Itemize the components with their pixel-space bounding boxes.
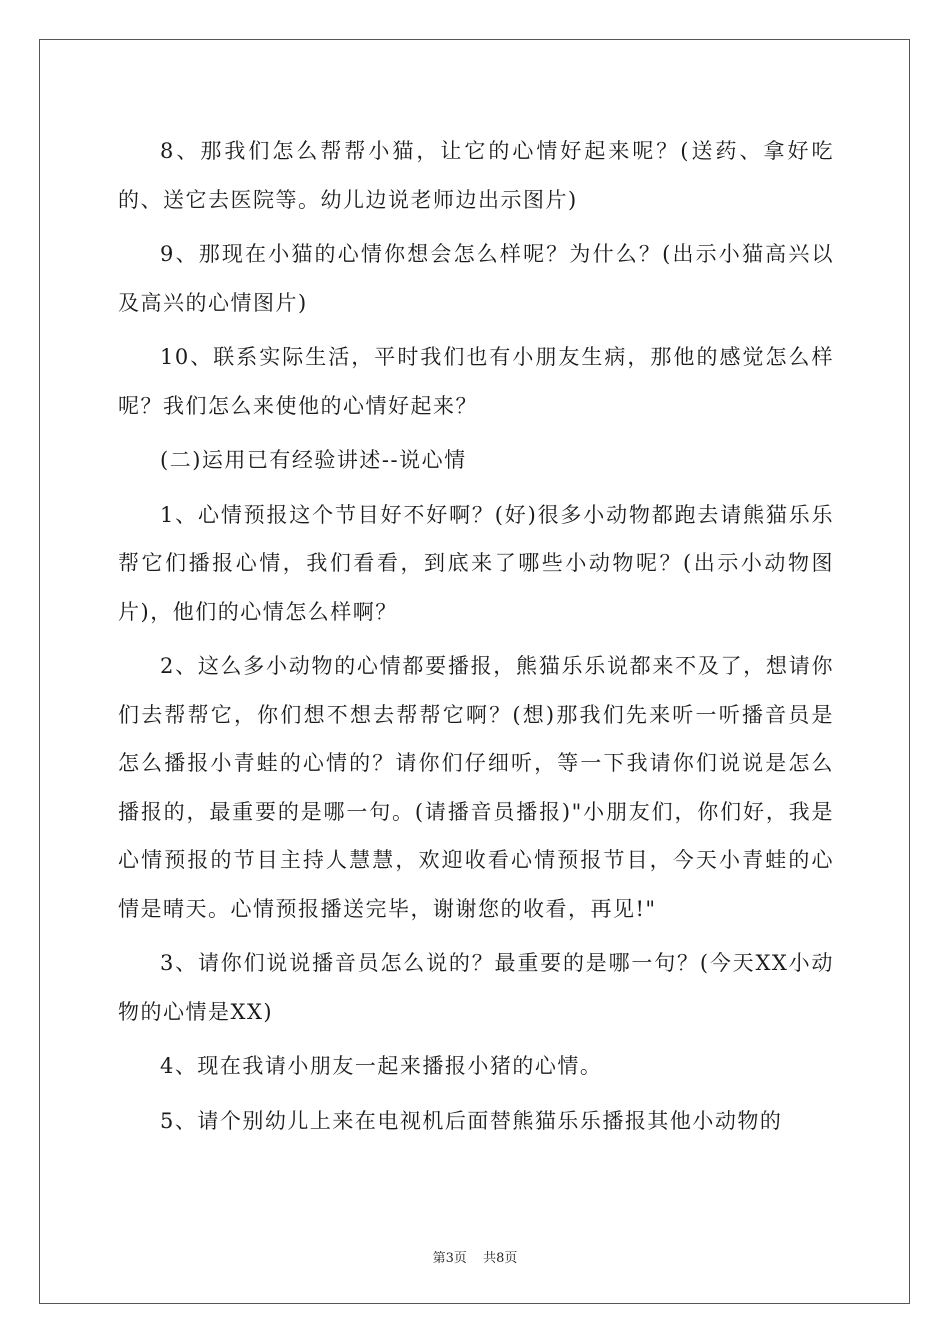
document-body <box>118 127 834 1151</box>
paragraph-10: 10、联系实际生活，平时我们也有小朋友生病，那他的感觉怎么样呢？我们怎么来使他的心情好起来？ <box>118 345 834 418</box>
paragraph-8: 8、那我们怎么帮帮小猫，让它的心情好起来呢？(送药、拿好吃的、送它去医院等。幼儿边说老师边出示图片) <box>118 139 834 212</box>
page-total: 共8页 <box>483 1251 518 1266</box>
page-footer <box>0 1247 950 1266</box>
paragraph-5: 5、请个别幼儿上来在电视机后面替熊猫乐乐播报其他小动物的 <box>160 1108 783 1133</box>
paragraph-2: 2、这么多小动物的心情都要播报，熊猫乐乐说都来不及了，想请你们去帮帮它，你们想不想去帮帮它啊？(想)那我们先来听一听播音员是怎么播报小青蛙的心情的？请你们仔细听，等一下我请你们说说是怎么播报的，最重要的是哪一句。(请播音员播报)"小朋友们，你们好，我是心情预报的节目主持人慧慧，欢迎收看心情预报节目，今天小青蛙的心情是晴天。心情预报播送完毕，谢谢您的收看，再见!" <box>118 654 834 921</box>
paragraph-1: 1、心情预报这个节目好不好啊？(好)很多小动物都跑去请熊猫乐乐帮它们播报心情，我们看看，到底来了哪些小动物呢？(出示小动物图片)，他们的心情怎么样啊？ <box>118 502 834 624</box>
paragraph-4: 4、现在我请小朋友一起来播报小猪的心情。 <box>160 1054 603 1078</box>
page-number: 第3页 <box>432 1251 467 1266</box>
paragraph-3: 3、请你们说说播音员怎么说的？最重要的是哪一句？(今天XX小动物的心情是XX) <box>118 951 834 1024</box>
section-heading: (二)运用已有经验讲述--说心情 <box>160 448 467 472</box>
paragraph-9: 9、那现在小猫的心情你想会怎么样呢？为什么？(出示小猫高兴以及高兴的心情图片) <box>118 242 834 315</box>
